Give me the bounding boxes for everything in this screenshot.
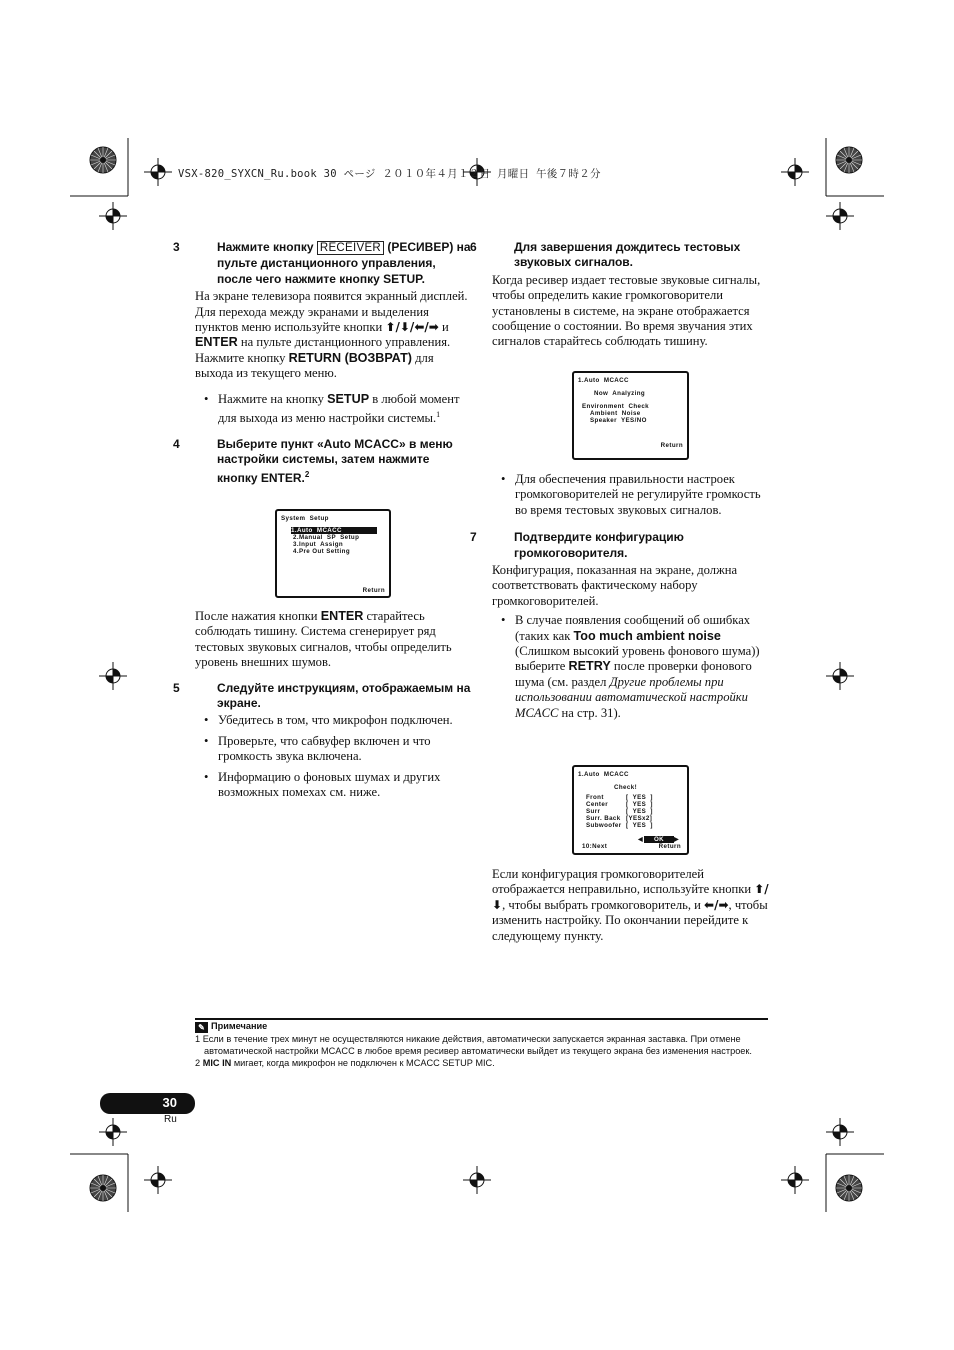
return-label: Return [658, 843, 681, 850]
step-6-heading: 6 Для завершения дождитесь тестовых звуковых сигналов. [470, 240, 741, 270]
step-5-bullet-2: • Проверьте, что сабвуфер включен и что громкость звука включена. [195, 734, 473, 765]
notes-title: ✎ Примечание [195, 1020, 770, 1033]
system-setup-screen: System Setup 1.Auto MCACC 2.Manual SP Setup 3.Input Assign 4.Pre Out Setting Return [275, 509, 391, 598]
arrow-keys-icon: ⬆/⬇/⬅/➡ [385, 320, 439, 335]
page-number-badge [100, 1093, 195, 1114]
step-4-text: После нажатия кнопки ENTER старайтесь соблюдать тишину. Система сгенерирует ряд тестовых звуковых сигналов, чтобы определить уровень внешних шумов. [195, 609, 452, 670]
ok-button: OK [644, 836, 674, 843]
step-5-bullet-1: • Убедитесь в том, что микрофон подключен. [195, 713, 473, 728]
right-column [470, 240, 770, 350]
left-arrow-icon: ◀ [638, 836, 644, 843]
step-3-heading: 3 Нажмите кнопку RECEIVER (РЕСИВЕР) на пульте дистанционного управления, после чего нажмите кнопку SETUP. [173, 240, 471, 286]
page-number: 30 [162, 1095, 177, 1110]
step-4-heading: 4 Выберите пункт «Auto MCACC» в меню настройки системы, затем нажмите кнопку ENTER.$^2$ [173, 436, 453, 486]
note-1: 1 Если в течение трех минут не осуществляются никакие действия, автоматически запускается экранная заставка. При отмене автоматической настройки MCACC в любое время ресивер автоматически выйдет из текущего экрана без изменения настроек. [195, 1034, 752, 1056]
right-arrow-icon: ▶ [674, 836, 680, 843]
return-label: Return [660, 442, 683, 449]
step-5-bullet-3: • Информацию о фоновых шумах и других возможных помехах см. ниже. [195, 770, 473, 801]
step-3-text: На экране телевизора появится экранный дисплей. Для перехода между экранами и выделения пунктов меню используйте кнопки ⬆/⬇/⬅/➡ и ENTER на пульте дистанционного управления. Нажмите кнопку RETURN (ВОЗВРАТ) для выхода из текущего меню. [195, 289, 468, 381]
step-6-bullet: • Для обеспечения правильности настроек громкоговорителей не регулируйте громкость во время тестовых звуковых сигналов. [492, 472, 770, 518]
page-language: Ru [164, 1114, 177, 1125]
left-column [173, 240, 473, 487]
right-column-mid [470, 472, 770, 721]
step-5-heading: 5 Следуйте инструкциям, отображаемым на экране. [173, 680, 471, 711]
return-label: Return [362, 587, 385, 594]
left-column-lower [173, 609, 473, 800]
step-7-final-text: Если конфигурация громкоговорителей отображается неправильно, используйте кнопки ⬆/⬇, чтобы выбрать громкоговоритель, и ⬅/➡, чтобы изменить настройку. По окончании перейдите к следующему пункту. [492, 867, 769, 943]
left-right-arrows-icon: ⬅/➡ [704, 897, 729, 912]
notes-section [195, 1020, 770, 1069]
next-label: 10:Next [582, 843, 608, 850]
step-7-heading: 7 Подтвердите конфигурацию громкоговорителя. [470, 530, 684, 560]
menu-item-input-assign: 3.Input Assign [293, 541, 344, 548]
step-6-text: Когда ресивер издает тестовые звуковые сигналы, чтобы определить какие громкоговорители установлены в системе, на экране отображается сообщение о состоянии. Во время звучания этих сигналов старайтесь соблюдать тишину. [492, 272, 761, 349]
note-2: 2 MIC IN мигает, когда микрофон не подключен к MCACC SETUP MIC. [195, 1058, 495, 1068]
speaker-check-screen: 1.Auto MCACC Check! Front [ YES ] Center [ YES ] Surr [ YES ] Surr. Back [YESx2] Subwoofer [ YES ] ◀ OK ▶ 10:Next Return [572, 765, 689, 855]
print-header: VSX-820_SYXCN_Ru.book 30 ページ ２０１０年４月１２日 月曜日 午後７時２分 [178, 168, 601, 180]
note-pencil-icon: ✎ [195, 1022, 208, 1033]
up-down-arrows-icon: ⬆/⬇ [492, 882, 769, 912]
right-column-lower [492, 867, 770, 944]
status-now-analyzing: Now Analyzing [594, 390, 646, 397]
analyzing-screen: 1.Auto MCACC Now Analyzing Environment Check Ambient Noise Speaker YES/NO Return [572, 371, 689, 460]
receiver-key: RECEIVER [317, 241, 384, 255]
menu-item-pre-out: 4.Pre Out Setting [293, 548, 350, 555]
menu-item-auto-mcacc: 1.Auto MCACC [291, 527, 377, 534]
menu-item-manual-sp: 2.Manual SP Setup [293, 534, 360, 541]
step-7-bullet: • В случае появления сообщений об ошибках (таких как Too much ambient noise (Слишком высокий уровень фонового шума)) выберите RETRY после проверки фонового шума (см. раздел Другие проблемы при использовании автоматической настройки MCACC на стр. 31). [492, 613, 770, 721]
step-3-bullet: • Нажмите на кнопку SETUP в любой момент для выхода из меню настройки системы.$^1$ [195, 392, 473, 427]
check-label: Check! [614, 784, 638, 791]
step-7-text: Конфигурация, показанная на экране, должна соответствовать фактическому набору громкоговорителей. [492, 563, 738, 608]
